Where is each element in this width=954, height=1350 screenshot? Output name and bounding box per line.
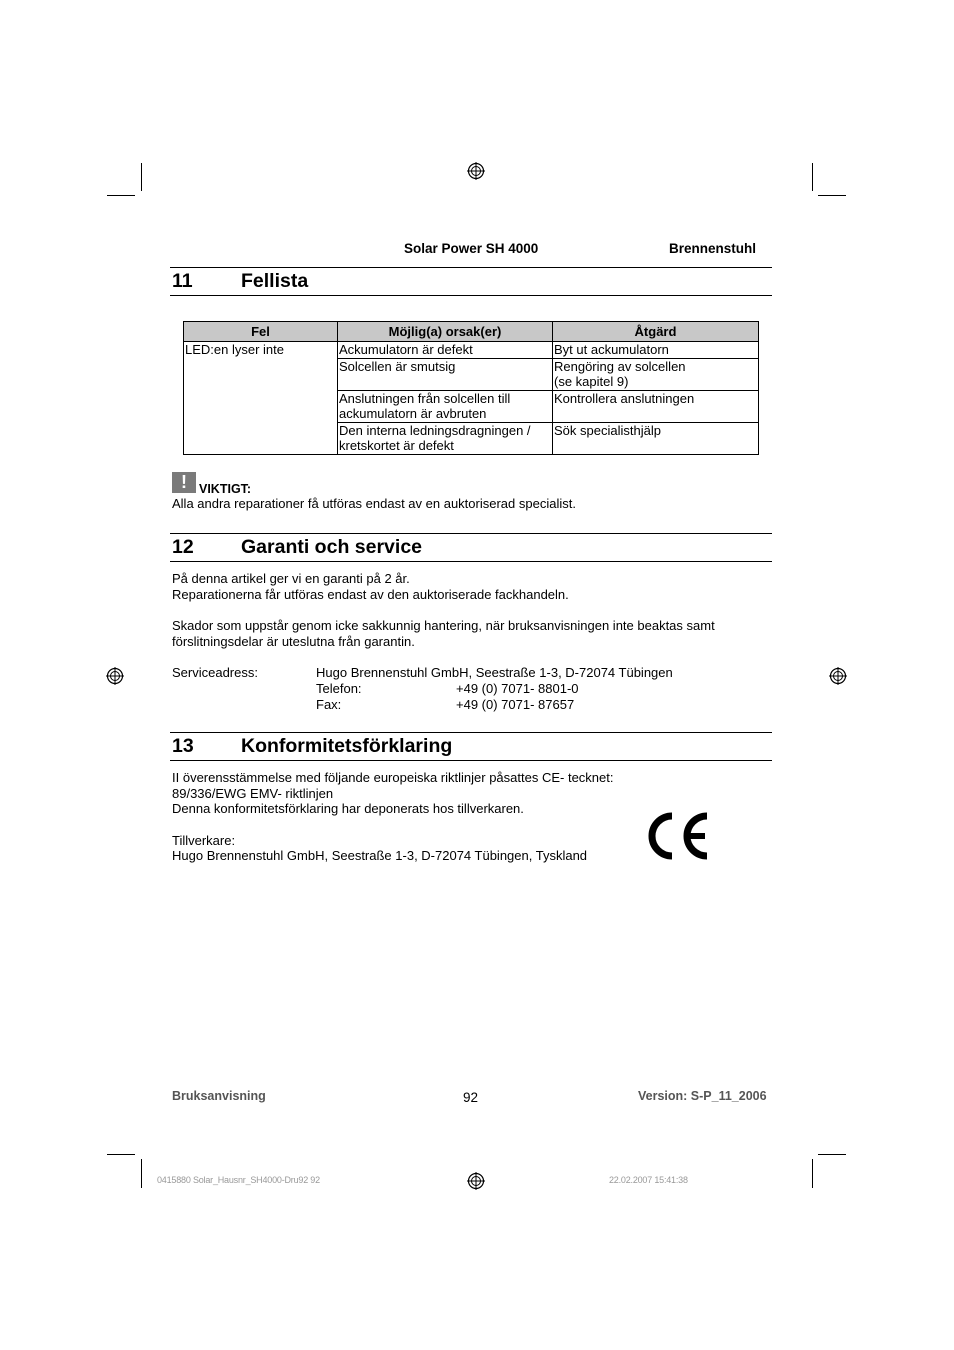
header-product: Solar Power SH 4000 (404, 241, 539, 256)
fault-cell: LED:en lyser inte (184, 342, 338, 455)
crop-mark (141, 1159, 142, 1188)
section-number: 13 (172, 735, 194, 757)
cause-cell (338, 390, 553, 422)
conformity-text: 89/336/EWG EMV- riktlinjen (172, 786, 334, 801)
crop-mark (812, 1159, 813, 1188)
cause-cell (338, 342, 553, 359)
section-title: Fellista (241, 270, 309, 292)
cause-text: Ackumulatorn är defekt (339, 342, 473, 357)
manufacturer-label: Tillverkare: (172, 833, 236, 848)
table-header-cell: Möjlig(a) orsak(er) (338, 322, 553, 342)
section-rule (170, 732, 772, 733)
header-brand: Brennenstuhl (669, 241, 757, 256)
crop-mark (107, 195, 135, 196)
print-slug-right: 22.02.2007 15:41:38 (609, 1175, 688, 1185)
action-text: Kontrollera anslutningen (554, 390, 695, 406)
warranty-text: Reparationerna får utföras endast av den auktoriserade fackhandeln. (172, 587, 569, 602)
section-rule (170, 760, 772, 761)
crop-mark (812, 163, 813, 191)
warranty-text: Skador som uppstår genom icke sakkunnig hantering, när bruksanvisningen inte beaktas samt (172, 618, 715, 633)
warning-text: Alla andra reparationer få utföras endast av en auktoriserad specialist. (172, 496, 576, 511)
action-cell (553, 390, 759, 422)
cause-text: ackumulatorn är avbruten (339, 406, 487, 421)
table-header-row (184, 322, 759, 342)
page-number: 92 (463, 1090, 479, 1105)
service-label: Serviceadress: (172, 665, 258, 680)
warranty-text: förslitningsdelar är uteslutna från garantin. (172, 634, 415, 649)
crop-mark (141, 163, 142, 191)
registration-mark-icon (106, 667, 124, 685)
cause-text: Anslutningen från solcellen till (339, 390, 511, 406)
ce-mark-icon (645, 812, 711, 860)
crop-mark (107, 1154, 135, 1155)
manufacturer-address: Hugo Brennenstuhl GmbH, Seestraße 1-3, D-72074 Tübingen, Tyskland (172, 848, 588, 863)
fax-label: Fax: (316, 697, 342, 712)
registration-mark-icon (467, 1172, 485, 1190)
table-row (184, 342, 759, 359)
phone-number: +49 (0) 7071- 8801-0 (456, 681, 579, 696)
print-slug-left: 0415880 Solar_Hausnr_SH4000-Dru92 92 (157, 1175, 320, 1185)
section-rule (170, 533, 772, 534)
service-address: Hugo Brennenstuhl GmbH, Seestraße 1-3, D-72074 Tübingen (316, 665, 673, 680)
cause-text: kretskortet är defekt (339, 438, 454, 453)
action-cell (553, 342, 759, 359)
crop-mark (818, 195, 846, 196)
registration-mark-icon (829, 667, 847, 685)
section-title: Konformitetsförklaring (241, 735, 453, 757)
crop-mark (818, 1154, 846, 1155)
action-text: Rengöring av solcellen (554, 358, 686, 374)
cause-cell (338, 422, 553, 454)
registration-mark-icon (467, 162, 485, 180)
table-header-cell: Fel (184, 322, 338, 342)
fax-number: +49 (0) 7071- 87657 (456, 697, 575, 712)
action-text: Byt ut ackumulatorn (554, 342, 669, 357)
footer-left: Bruksanvisning (172, 1089, 266, 1103)
cause-cell (338, 358, 553, 390)
warning-label: VIKTIGT: (199, 482, 252, 496)
exclamation-icon: ! (172, 472, 196, 493)
section-rule (170, 561, 772, 562)
action-cell (553, 422, 759, 454)
section-rule (170, 295, 772, 296)
conformity-text: Denna konformitetsförklaring har deponerats hos tillverkaren. (172, 801, 524, 816)
action-cell (553, 358, 759, 390)
table-header-cell: Åtgärd (553, 322, 759, 342)
action-text: Sök specialisthjälp (554, 422, 661, 438)
header-rule (170, 267, 772, 268)
phone-label: Telefon: (316, 681, 362, 696)
section-number: 12 (172, 536, 194, 558)
section-title: Garanti och service (241, 536, 423, 558)
section-number: 11 (172, 270, 193, 292)
footer-right: Version: S-P_11_2006 (638, 1089, 767, 1103)
warranty-text: På denna artikel ger vi en garanti på 2 år. (172, 571, 410, 586)
fault-table (183, 321, 759, 455)
action-text: (se kapitel 9) (554, 374, 629, 389)
cause-text: Den interna ledningsdragningen / (339, 422, 531, 438)
conformity-text: II överensstämmelse med följande europeiska riktlinjer påsattes CE- tecknet: (172, 770, 614, 785)
cause-text: Solcellen är smutsig (339, 358, 456, 374)
